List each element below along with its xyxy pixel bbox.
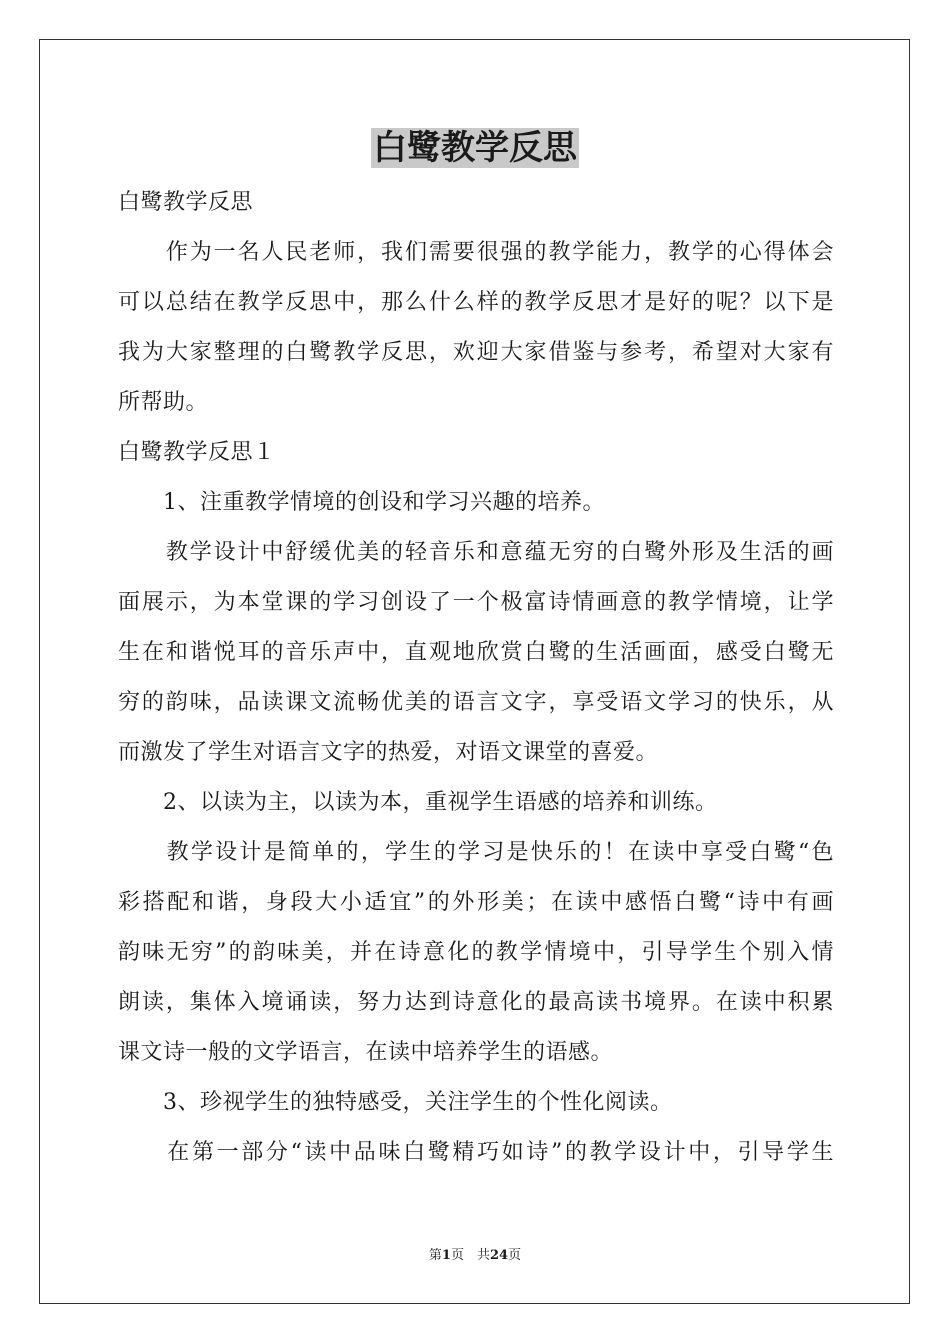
body-line: 作为一名人民老师，我们需要很强的教学能力，教学的心得体会	[118, 240, 834, 265]
body-line: 教学设计中舒缓优美的轻音乐和意蕴无穷的白鹭外形及生活的画	[118, 540, 834, 565]
document-title	[0, 124, 950, 172]
body-line: 教学设计是简单的，学生的学习是快乐的！在读中享受白鹭“色	[118, 840, 834, 865]
body-line: 朗读，集体入境诵读，努力达到诗意化的最高读书境界。在读中积累	[118, 990, 834, 1015]
body-line: 面展示，为本堂课的学习创设了一个极富诗情画意的教学情境，让学	[118, 590, 834, 615]
body-line: 课文诗一般的文学语言，在读中培养学生的语感。	[118, 1040, 614, 1065]
body-line: 穷的韵味，品读课文流畅优美的语言文字，享受语文学习的快乐，从	[118, 690, 834, 715]
body-line: 3、珍视学生的独特感受，关注学生的个性化阅读。	[118, 1090, 673, 1115]
footer-page-number: 1	[441, 1248, 451, 1263]
body-line: 我为大家整理的白鹭教学反思，欢迎大家借鉴与参考，希望对大家有	[118, 340, 834, 365]
footer-page-prefix: 第	[428, 1248, 442, 1263]
document-title-text: 白鹭教学反思	[373, 128, 577, 168]
body-line: 而激发了学生对语言文字的热爱，对语文课堂的喜爱。	[118, 740, 659, 765]
body-line: 在第一部分“读中品味白鹭精巧如诗”的教学设计中，引导学生	[118, 1140, 834, 1165]
body-line: 生在和谐悦耳的音乐声中，直观地欣赏白鹭的生活画面，感受白鹭无	[118, 640, 834, 665]
body-line: 可以总结在教学反思中，那么什么样的教学反思才是好的呢？以下是	[118, 290, 834, 315]
body-line: 白鹭教学反思	[118, 190, 254, 215]
body-line: 白鹭教学反思１	[118, 440, 276, 465]
body-line: 1、注重教学情境的创设和学习兴趣的培养。	[118, 490, 605, 515]
body-line: 所帮助。	[118, 390, 209, 415]
footer-page-mid: 页 共	[450, 1248, 490, 1263]
body-line: 韵味无穷”的韵味美，并在诗意化的教学情境中，引导学生个别入情	[118, 940, 834, 965]
document-body	[118, 178, 834, 1178]
body-line: 2、以读为主，以读为本，重视学生语感的培养和训练。	[118, 790, 718, 815]
page-footer	[0, 1247, 950, 1265]
body-line: 彩搭配和谐，身段大小适宜”的外形美；在读中感悟白鹭“诗中有画	[118, 890, 834, 915]
footer-page-suffix: 页	[508, 1248, 522, 1263]
footer-total-pages: 24	[489, 1248, 509, 1263]
